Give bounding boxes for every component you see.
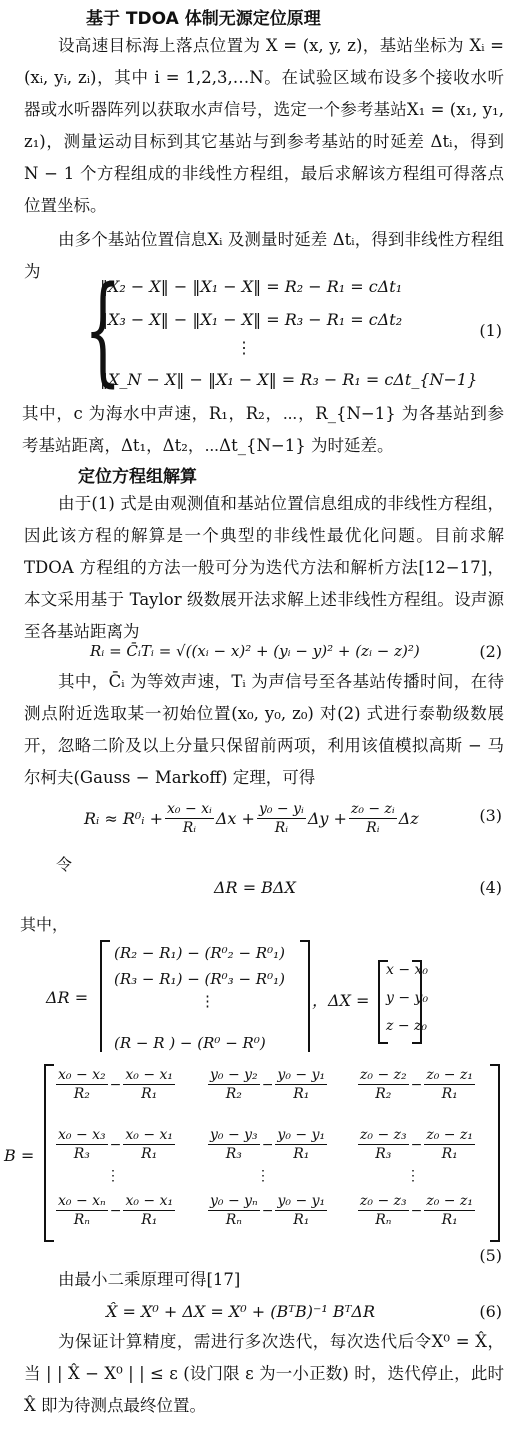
delta-r-matrix: [100, 940, 310, 1052]
where-label: 其中，: [20, 915, 69, 934]
b-frac-denominator: R₂: [375, 1086, 392, 1102]
eq3-term3: Δz: [398, 809, 419, 828]
b-frac-numerator: x₀ − xₙ: [58, 1193, 106, 1209]
b-lhs: B =: [4, 1146, 35, 1165]
b-frac-numerator: y₀ − y₂: [210, 1067, 258, 1083]
equation-number-1: (1): [479, 321, 502, 340]
b-frac-denominator: R₁: [141, 1146, 158, 1162]
eq3-frac1-num: x₀ − xᵢ: [167, 801, 212, 817]
eq3-frac3-den: Rᵢ: [366, 820, 380, 836]
delta-r-lhs: ΔR =: [46, 988, 89, 1007]
b-vdots-2: ⋮: [256, 1168, 270, 1184]
paragraph-variables: 其中，c 为海水中声速，R₁，R₂，⋯，R_{N−1} 为各基站到参考基站距离，Δt₁，Δt₂，⋯Δt_{N−1} 为时延差。: [22, 404, 504, 455]
eq3-term1: Δx +: [215, 809, 255, 828]
b-frac-numerator: z₀ − z₃: [360, 1193, 407, 1209]
b-cell-r2-c2: [206, 1126, 329, 1163]
paragraph-method: 由于(1) 式是由观测值和基站位置信息组成的非线性方程组，因此该方程的解算是一个典型的非线性最优化问题。目前求解 TDOA 方程组的方法一般可分为迭代方法和解析方法[12−17]，本文采用基于 Taylor 级数展开法求解上述非线性方程组。设声源至各基站距离为: [24, 494, 504, 641]
b-cell-r1-c2: [206, 1066, 329, 1103]
b-frac-denominator: Rₙ: [375, 1212, 392, 1228]
b-frac-numerator: z₀ − z₁: [426, 1127, 473, 1143]
equation-3: [84, 800, 419, 837]
b-cell-r3-c3: [356, 1192, 477, 1229]
b-frac-numerator: y₀ − y₁: [277, 1193, 326, 1209]
b-frac-denominator: R₁: [441, 1212, 458, 1228]
equation-number-6: (6): [479, 1302, 502, 1321]
b-frac-numerator: z₀ − z₃: [360, 1127, 407, 1143]
equation-b-matrix: [0, 1064, 516, 1264]
left-brace-icon: {: [84, 260, 122, 398]
equation-number-5: (5): [479, 1246, 502, 1265]
minus-sign: −: [109, 1136, 122, 1153]
paragraph-setup: 设高速目标海上落点位置为 X = (x, y, z)，基站坐标为 Xᵢ = (xᵢ, yᵢ, zᵢ)，其中 i = 1,2,3,…N。在试验区域布设多个接收水听器或水听器阵列以获取水声信号，选定一个参考基站X₁ = (x₁, y₁, z₁)，测量运动目标到其它基站与到参考基站的时延差 Δtᵢ，得到 N − 1 个方程组成的非线性方程组，最后求解该方程组可得落点位置坐标。: [24, 36, 504, 215]
b-frac-denominator: R₂: [225, 1086, 242, 1102]
eq3-frac1-den: Rᵢ: [182, 820, 197, 836]
b-frac-numerator: y₀ − y₁: [277, 1127, 326, 1143]
equation-number-4: (4): [479, 878, 502, 897]
delta-x-row-2: y − y₀: [386, 990, 429, 1006]
eq3-lhs: Rᵢ ≈ R⁰ᵢ +: [84, 809, 164, 828]
b-frac-denominator: Rₙ: [73, 1212, 90, 1228]
b-frac-denominator: R₃: [375, 1146, 392, 1162]
let-label: 令: [56, 855, 73, 874]
delta-r-row-2: (R₃ − R₁) − (R⁰₃ − R⁰₁): [114, 970, 285, 988]
minus-sign: −: [261, 1136, 274, 1153]
b-frac-denominator: R₁: [293, 1086, 310, 1102]
delta-x-row-1: x − x₀: [386, 962, 429, 978]
b-frac-numerator: x₀ − x₁: [125, 1127, 174, 1143]
b-cell-r2-c3: [356, 1126, 477, 1163]
eq3-term2: Δy +: [307, 809, 347, 828]
b-frac-numerator: y₀ − yₙ: [210, 1193, 258, 1209]
b-frac-denominator: R₂: [73, 1086, 90, 1102]
b-frac-denominator: Rₙ: [225, 1212, 242, 1228]
b-frac-denominator: R₃: [73, 1146, 90, 1162]
delta-x-row-3: z − z₀: [386, 1018, 427, 1034]
minus-sign: −: [261, 1076, 274, 1093]
b-frac-denominator: R₁: [441, 1146, 458, 1162]
equation-number-2: (2): [479, 642, 502, 661]
delta-r-vdots: ⋮: [200, 992, 215, 1010]
delta-x-matrix: [378, 960, 429, 1044]
minus-sign: −: [410, 1136, 423, 1153]
section-heading-principle: 基于 TDOA 体制无源定位原理: [86, 9, 321, 29]
delta-x-lhs: ，ΔX =: [312, 991, 370, 1010]
b-frac-denominator: R₁: [293, 1146, 310, 1162]
eq3-frac3-num: z₀ − zᵢ: [350, 801, 395, 817]
equation-delta-r-delta-x: [0, 940, 516, 1052]
b-vdots-3: ⋮: [406, 1168, 420, 1184]
b-vdots-1: ⋮: [106, 1168, 120, 1184]
b-frac-numerator: z₀ − z₁: [426, 1067, 473, 1083]
b-cell-r2-c1: [54, 1126, 177, 1163]
equation-6: X̂ = X⁰ + ΔX = X⁰ + (BᵀB)⁻¹ BᵀΔR: [106, 1302, 375, 1321]
equation-4: ΔR = BΔX: [214, 878, 296, 897]
eq3-frac2-num: y₀ − yᵢ: [258, 801, 304, 817]
b-frac-numerator: z₀ − z₁: [426, 1193, 473, 1209]
b-frac-denominator: R₃: [225, 1146, 242, 1162]
eq1-row-2: ‖X₃ − X‖ − ‖X₁ − X‖ = R₃ − R₁ = cΔt₂: [100, 310, 403, 329]
paragraph-nonlinear-intro: 由多个基站位置信息Xᵢ 及测量时延差 Δtᵢ，得到非线性方程组为: [24, 230, 504, 281]
paragraph-iteration: 为保证计算精度，需进行多次迭代，每次迭代后令X⁰ = X̂，当 | | X̂ − X⁰ | | ≤ ε (设门限 ε 为一小正数) 时，迭代停止，此时 X̂ 即为待测点最终位置。: [24, 1332, 504, 1415]
paragraph-least-squares: 由最小二乘原理可得[17]: [58, 1270, 241, 1289]
b-frac-denominator: R₁: [293, 1212, 310, 1228]
eq1-row-n: ‖X_N − X‖ − ‖X₁ − X‖ = R₃ − R₁ = cΔt_{N−1}: [100, 370, 478, 389]
minus-sign: −: [410, 1202, 423, 1219]
eq1-row-1: ‖X₂ − X‖ − ‖X₁ − X‖ = R₂ − R₁ = cΔt₁: [100, 277, 403, 296]
b-cell-r1-c1: [54, 1066, 177, 1103]
minus-sign: −: [109, 1202, 122, 1219]
equation-number-3: (3): [479, 806, 502, 825]
b-frac-numerator: x₀ − x₂: [58, 1067, 106, 1083]
b-frac-numerator: x₀ − x₁: [125, 1193, 174, 1209]
b-frac-numerator: z₀ − z₂: [360, 1067, 407, 1083]
b-cell-r3-c1: [54, 1192, 177, 1229]
b-frac-denominator: R₁: [141, 1212, 158, 1228]
equation-2: Rᵢ = C̄ᵢTᵢ = √((xᵢ − x)² + (yᵢ − y)² + (zᵢ − z)²): [90, 642, 420, 660]
b-frac-numerator: y₀ − y₁: [277, 1067, 326, 1083]
b-cell-r3-c2: [206, 1192, 329, 1229]
eq3-frac2-den: Rᵢ: [274, 820, 289, 836]
b-frac-numerator: y₀ − y₃: [210, 1127, 258, 1143]
b-cell-r1-c3: [356, 1066, 477, 1103]
minus-sign: −: [261, 1202, 274, 1219]
b-frac-denominator: R₁: [141, 1086, 158, 1102]
b-frac-numerator: x₀ − x₁: [125, 1067, 174, 1083]
paragraph-taylor: 其中，C̄ᵢ 为等效声速，Tᵢ 为声信号至各基站传播时间，在待测点附近选取某一初始位置(x₀, y₀, z₀) 对(2) 式进行泰勒级数展开，忽略二阶及以上分量只保留前两项，利用该值模拟高斯 − 马尔柯夫(Gauss − Markoff) 定理，可得: [24, 672, 504, 787]
b-frac-denominator: R₁: [441, 1086, 458, 1102]
minus-sign: −: [109, 1076, 122, 1093]
minus-sign: −: [410, 1076, 423, 1093]
eq1-vdots: ⋮: [236, 338, 252, 357]
section-heading-solution: 定位方程组解算: [78, 467, 197, 487]
delta-r-row-n: (R − R ) − (R⁰ − R⁰): [114, 1034, 266, 1052]
delta-r-row-1: (R₂ − R₁) − (R⁰₂ − R⁰₁): [114, 944, 285, 962]
b-frac-numerator: x₀ − x₃: [58, 1127, 106, 1143]
b-matrix: [44, 1064, 500, 1242]
